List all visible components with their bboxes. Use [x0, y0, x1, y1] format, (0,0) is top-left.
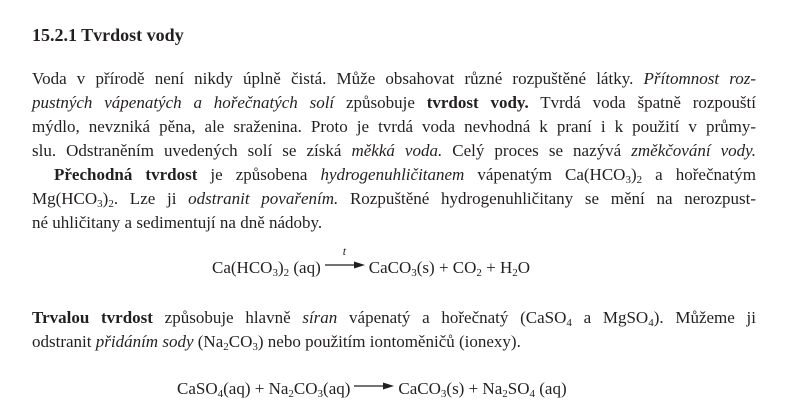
text-span: je způsobena	[197, 165, 321, 184]
formula-text: (aq)	[323, 379, 351, 398]
text-span: způsobuje	[334, 93, 427, 112]
text-span: Celý proces se nazývá	[442, 141, 632, 160]
formula-text: )	[277, 258, 284, 277]
paragraph-hardness-intro	[32, 67, 756, 235]
text-span: Tvrdá voda špatně rozpouští	[528, 93, 756, 112]
subscript: 3	[317, 388, 324, 400]
subscript: 2	[108, 198, 114, 210]
text-span: né uhličitany a sedimentují na dně nádoby.	[32, 213, 323, 232]
text-span: ). Můžeme ji	[653, 308, 756, 327]
subscript: 3	[97, 198, 103, 210]
subscript: 2	[512, 267, 518, 279]
text-line	[32, 115, 756, 139]
subscript: 4	[566, 317, 572, 329]
text-span: . Lze ji	[113, 189, 189, 208]
text-line	[32, 139, 756, 163]
text-line	[32, 187, 756, 211]
subscript: 3	[252, 341, 258, 353]
formula-text: (s) + CO	[416, 258, 477, 277]
text-span: )	[630, 165, 637, 184]
subscript: 2	[288, 388, 294, 400]
subscript: 4	[529, 388, 535, 400]
text-span: Voda v přírodě není nikdy úplně čistá. Může obsahovat různé rozpuštěné látky.	[32, 69, 644, 88]
subscript: 2	[636, 174, 643, 186]
subscript: 3	[272, 267, 278, 279]
subscript: 2	[283, 267, 290, 279]
subscript: 4	[217, 388, 224, 400]
formula-text: O	[517, 258, 531, 277]
text-line	[32, 330, 756, 354]
arrow-condition-label: t	[342, 244, 347, 258]
text-line	[32, 67, 756, 91]
text-span: mýdlo, nevzniká pěna, ale sraženina. Proto je tvrdá voda nevhodná k praní i k použití v průmy-	[32, 117, 756, 136]
italic-term: přidáním sody	[95, 332, 194, 351]
formula-text: (aq)	[289, 258, 321, 277]
equation-soda-softening	[32, 377, 756, 407]
text-span: (Na	[193, 332, 224, 351]
reaction-arrow-icon	[324, 244, 366, 272]
subscript: 2	[476, 267, 482, 279]
formula-text: CaCO	[398, 379, 441, 398]
italic-term: změkčování vody.	[631, 141, 756, 160]
text-line	[32, 211, 756, 235]
text-span: odstranit	[32, 332, 96, 351]
equation-carbonate-decomposition	[32, 244, 756, 286]
paragraph-permanent-hardness	[32, 306, 756, 354]
formula-text: + H	[481, 258, 513, 277]
text-span: a MgSO	[571, 308, 649, 327]
text-line	[32, 91, 756, 115]
subscript: 2	[502, 388, 508, 400]
italic-term: síran	[302, 308, 338, 327]
document-page	[32, 24, 756, 407]
subscript: 3	[625, 174, 631, 186]
italic-term: měkká voda.	[351, 141, 443, 160]
subscript: 4	[648, 317, 654, 329]
formula-text: (s) + Na	[446, 379, 503, 398]
subscript: 3	[440, 388, 447, 400]
bold-term: Trvalou tvrdost	[32, 308, 153, 327]
formula-text: Ca(HCO	[212, 258, 273, 277]
formula-text: SO	[507, 379, 530, 398]
text-span: ) nebo použitím iontoměničů (ionexy).	[257, 332, 521, 351]
italic-term: odstranit povařením.	[188, 189, 339, 208]
text-span: Mg(HCO	[32, 189, 98, 208]
section-heading: 15.2.1 Tvrdost vody	[32, 25, 184, 45]
text-span: Rozpuštěné hydrogenuhličitany se mění na nerozpust-	[338, 189, 756, 208]
formula-text: (aq) + Na	[223, 379, 289, 398]
text-line	[32, 306, 756, 330]
subscript: 3	[411, 267, 417, 279]
text-span: způsobuje hlavně	[152, 308, 303, 327]
formula-text: CaCO	[368, 258, 412, 277]
text-span: vápenatý a hořečnatý (CaSO	[337, 308, 567, 327]
text-span: a hořečnatým	[642, 165, 756, 184]
formula-text: CaSO	[177, 379, 218, 398]
text-span: CO	[228, 332, 253, 351]
bold-term: tvrdost vody.	[426, 93, 529, 112]
formula-text: (aq)	[535, 379, 567, 398]
subscript: 2	[223, 341, 229, 353]
text-span: vápenatým Ca(HCO	[464, 165, 626, 184]
bold-term: Přechodná tvrdost	[54, 165, 198, 184]
formula-text: CO	[293, 379, 318, 398]
text-span: )	[102, 189, 109, 208]
italic-term: pustných vápenatých a hořečnatých solí	[32, 93, 335, 112]
text-line	[32, 163, 756, 187]
italic-term: hydrogenuhličitanem	[320, 165, 465, 184]
text-span: slu. Odstraněním uvedených solí se získá	[32, 141, 352, 160]
reaction-arrow-icon	[353, 379, 395, 393]
italic-term: Přítomnost roz-	[643, 69, 757, 88]
